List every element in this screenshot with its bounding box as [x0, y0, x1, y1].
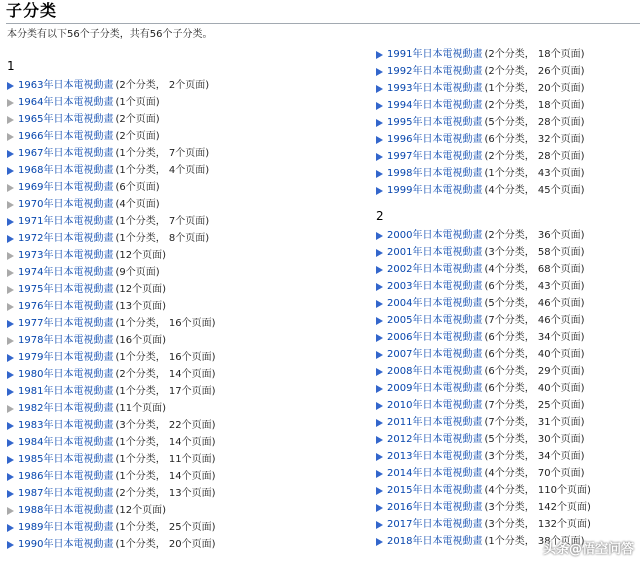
- subcategory-count: (1个分类， 7个页面): [115, 148, 210, 159]
- subcategory-link[interactable]: 1979年日本電視動畫: [18, 352, 114, 363]
- subcategory-item: [7, 536, 362, 553]
- subcategory-link[interactable]: 1997年日本電視動畫: [387, 151, 483, 162]
- empty-arrow-icon: [7, 269, 14, 277]
- expand-arrow-icon[interactable]: [7, 167, 14, 175]
- subcategory-link[interactable]: 1990年日本電視動畫: [18, 539, 114, 550]
- subcategory-item: [376, 312, 636, 329]
- subcategory-item: [7, 451, 362, 468]
- expand-arrow-icon[interactable]: [376, 351, 383, 359]
- expand-arrow-icon[interactable]: [376, 419, 383, 427]
- subcategory-link[interactable]: 2016年日本電視動畫: [387, 502, 483, 513]
- subcategory-link[interactable]: 1973年日本電視動畫: [18, 250, 114, 261]
- subcategory-item: [7, 247, 362, 264]
- expand-arrow-icon[interactable]: [7, 422, 14, 430]
- group-heading: 1: [7, 59, 15, 73]
- expand-arrow-icon[interactable]: [7, 354, 14, 362]
- expand-arrow-icon[interactable]: [376, 402, 383, 410]
- subcategory-item: [376, 363, 636, 380]
- subcategory-item: [7, 162, 362, 179]
- expand-arrow-icon[interactable]: [7, 541, 14, 549]
- subcategory-link[interactable]: 1972年日本電視動畫: [18, 233, 114, 244]
- subcategory-count: (2个分类， 14个页面): [115, 369, 216, 380]
- subcategory-count: (4个分类， 70个页面): [484, 468, 585, 479]
- subcategory-count: (1个分类， 14个页面): [115, 471, 216, 482]
- subcategory-item: [7, 349, 362, 366]
- expand-arrow-icon[interactable]: [7, 150, 14, 158]
- expand-arrow-icon[interactable]: [376, 504, 383, 512]
- subcategory-item: [7, 196, 362, 213]
- subcategory-item: [376, 114, 636, 131]
- subcategory-link[interactable]: 2001年日本電視動畫: [387, 247, 483, 258]
- subcategory-count: (1个分类， 17个页面): [115, 386, 216, 397]
- subcategory-link[interactable]: 2003年日本電視動畫: [387, 281, 483, 292]
- page-title: 子分类: [6, 1, 58, 20]
- subcategory-count: (1个分类， 38个页面): [484, 536, 585, 547]
- subcategory-count: (1个分类， 7个页面): [115, 216, 210, 227]
- subcategory-count: (2个分类， 28个页面): [484, 151, 585, 162]
- expand-arrow-icon[interactable]: [376, 521, 383, 529]
- subcategory-link[interactable]: 2004年日本電視動畫: [387, 298, 483, 309]
- subcategory-item: [376, 295, 636, 312]
- subcategory-link[interactable]: 1986年日本電視動畫: [18, 471, 114, 482]
- subcategory-item: [7, 519, 362, 536]
- empty-arrow-icon: [7, 286, 14, 294]
- subcategory-count: (7个分类， 31个页面): [484, 417, 585, 428]
- subcategory-item: [376, 482, 636, 499]
- subcategory-count: (5个分类， 30个页面): [484, 434, 585, 445]
- subcategory-count: (1个分类， 16个页面): [115, 318, 216, 329]
- expand-arrow-icon[interactable]: [376, 68, 383, 76]
- expand-arrow-icon[interactable]: [7, 388, 14, 396]
- subcategory-link[interactable]: 1967年日本電視動畫: [18, 148, 114, 159]
- subcategory-count: (1个分类， 8个页面): [115, 233, 210, 244]
- subcategory-link[interactable]: 1965年日本電視動畫: [18, 114, 114, 125]
- subcategory-link[interactable]: 2008年日本電視動畫: [387, 366, 483, 377]
- subcategory-count: (2个分类， 18个页面): [484, 49, 585, 60]
- expand-arrow-icon[interactable]: [7, 320, 14, 328]
- subcategory-item: [7, 298, 362, 315]
- subcategory-item: [7, 468, 362, 485]
- subcategory-link[interactable]: 2005年日本電視動畫: [387, 315, 483, 326]
- subcategory-count: (2个分类， 26个页面): [484, 66, 585, 77]
- subcategory-link[interactable]: 2017年日本電視動畫: [387, 519, 483, 530]
- subcategory-item: [376, 397, 636, 414]
- subcategory-count: (1个分类， 16个页面): [115, 352, 216, 363]
- subcategory-link[interactable]: 1963年日本電視動畫: [18, 80, 114, 91]
- watermark: 头条@悟空问答: [542, 542, 634, 557]
- subcategory-count: (2个页面): [115, 131, 160, 142]
- expand-arrow-icon[interactable]: [376, 334, 383, 342]
- title-divider: [6, 23, 640, 24]
- subcategory-count: (6个分类， 32个页面): [484, 134, 585, 145]
- expand-arrow-icon[interactable]: [7, 235, 14, 243]
- subcategory-list: [376, 46, 636, 199]
- subcategory-count: (6个分类， 43个页面): [484, 281, 585, 292]
- subcategory-item: [376, 465, 636, 482]
- subcategory-item: [376, 448, 636, 465]
- subcategory-count: (5个分类， 28个页面): [484, 117, 585, 128]
- subcategory-item: [7, 264, 362, 281]
- subcategory-count: (3个分类， 22个页面): [115, 420, 216, 431]
- subcategory-link[interactable]: 2009年日本電視動畫: [387, 383, 483, 394]
- subcategory-link[interactable]: 2000年日本電視動畫: [387, 230, 483, 241]
- empty-arrow-icon: [7, 184, 14, 192]
- expand-arrow-icon[interactable]: [376, 436, 383, 444]
- expand-arrow-icon[interactable]: [7, 473, 14, 481]
- expand-arrow-icon[interactable]: [376, 266, 383, 274]
- subcategory-link[interactable]: 2002年日本電視動畫: [387, 264, 483, 275]
- subcategory-link[interactable]: 1975年日本電視動畫: [18, 284, 114, 295]
- subcategory-count: (2个页面): [115, 114, 160, 125]
- empty-arrow-icon: [7, 99, 14, 107]
- subcategory-link[interactable]: 1980年日本電視動畫: [18, 369, 114, 380]
- subcategory-item: [376, 380, 636, 397]
- expand-arrow-icon[interactable]: [376, 317, 383, 325]
- subcategory-link[interactable]: 1988年日本電視動畫: [18, 505, 114, 516]
- subcategory-list: [376, 227, 636, 550]
- subcategory-item: [376, 414, 636, 431]
- expand-arrow-icon[interactable]: [376, 85, 383, 93]
- subcategory-link[interactable]: 1989年日本電視動畫: [18, 522, 114, 533]
- subcategory-item: [7, 332, 362, 349]
- subcategory-item: [376, 516, 636, 533]
- subcategory-link[interactable]: 1995年日本電視動畫: [387, 117, 483, 128]
- subcategory-item: [7, 213, 362, 230]
- empty-arrow-icon: [7, 201, 14, 209]
- subcategory-link[interactable]: 1996年日本電視動畫: [387, 134, 483, 145]
- subcategory-count: (1个分类， 43个页面): [484, 168, 585, 179]
- subcategory-item: [376, 261, 636, 278]
- subcategory-link[interactable]: 1970年日本電視動畫: [18, 199, 114, 210]
- empty-arrow-icon: [7, 133, 14, 141]
- expand-arrow-icon[interactable]: [376, 487, 383, 495]
- expand-arrow-icon[interactable]: [7, 371, 14, 379]
- subcategory-link[interactable]: 2010年日本電視動畫: [387, 400, 483, 411]
- subcategory-count: (7个分类， 46个页面): [484, 315, 585, 326]
- subcategory-link[interactable]: 1976年日本電視動畫: [18, 301, 114, 312]
- expand-arrow-icon[interactable]: [7, 456, 14, 464]
- expand-arrow-icon[interactable]: [376, 102, 383, 110]
- subcategory-count: (1个分类， 11个页面): [115, 454, 216, 465]
- subcategory-count: (2个分类， 2个页面): [115, 80, 210, 91]
- subcategory-count: (4个分类， 68个页面): [484, 264, 585, 275]
- subcategory-link[interactable]: 2018年日本電視動畫: [387, 536, 483, 547]
- subcategory-item: [7, 145, 362, 162]
- expand-arrow-icon[interactable]: [376, 187, 383, 195]
- subcategory-count: (1个分类， 20个页面): [484, 83, 585, 94]
- subcategory-count: (3个分类， 58个页面): [484, 247, 585, 258]
- subcategory-count: (1个分类， 25个页面): [115, 522, 216, 533]
- expand-arrow-icon[interactable]: [376, 119, 383, 127]
- subcategory-item: [7, 434, 362, 451]
- subcategory-count: (12个页面): [115, 250, 166, 261]
- subcategory-item: [376, 346, 636, 363]
- subcategory-count: (3个分类， 132个页面): [484, 519, 591, 530]
- subcategory-count: (2个分类， 13个页面): [115, 488, 216, 499]
- subcategory-count: (4个页面): [115, 199, 160, 210]
- subcategory-count: (6个分类， 29个页面): [484, 366, 585, 377]
- expand-arrow-icon[interactable]: [7, 524, 14, 532]
- subcategory-item: [7, 485, 362, 502]
- expand-arrow-icon[interactable]: [376, 300, 383, 308]
- subcategory-item: [376, 182, 636, 199]
- subcategory-item: [7, 400, 362, 417]
- subcategory-link[interactable]: 2015年日本電視動畫: [387, 485, 483, 496]
- subcategory-count: (3个分类， 34个页面): [484, 451, 585, 462]
- subcategory-item: [376, 131, 636, 148]
- expand-arrow-icon[interactable]: [7, 218, 14, 226]
- empty-arrow-icon: [7, 116, 14, 124]
- subcategory-count: (16个页面): [115, 335, 166, 346]
- subcategory-count: (7个分类， 25个页面): [484, 400, 585, 411]
- subcategory-link[interactable]: 1983年日本電視動畫: [18, 420, 114, 431]
- subcategory-count: (12个页面): [115, 505, 166, 516]
- subcategory-item: [376, 63, 636, 80]
- expand-arrow-icon[interactable]: [376, 232, 383, 240]
- expand-arrow-icon[interactable]: [376, 249, 383, 257]
- subcategory-link[interactable]: 1982年日本電視動畫: [18, 403, 114, 414]
- group-1: [7, 59, 362, 553]
- subcategory-link[interactable]: 1987年日本電視動畫: [18, 488, 114, 499]
- subcategory-item: [7, 417, 362, 434]
- subcategory-link[interactable]: 1977年日本電視動畫: [18, 318, 114, 329]
- group-1-continued: [376, 46, 636, 199]
- subcategory-item: [376, 148, 636, 165]
- subcategory-count: (1个页面): [115, 97, 160, 108]
- expand-arrow-icon[interactable]: [376, 283, 383, 291]
- expand-arrow-icon[interactable]: [376, 538, 383, 546]
- expand-arrow-icon[interactable]: [376, 368, 383, 376]
- subcategory-link[interactable]: 1994年日本電視動畫: [387, 100, 483, 111]
- subcategory-item: [376, 278, 636, 295]
- subcategory-count: (4个分类， 45个页面): [484, 185, 585, 196]
- subcategory-count: (13个页面): [115, 301, 166, 312]
- subcategory-link[interactable]: 1998年日本電視動畫: [387, 168, 483, 179]
- subcategory-link[interactable]: 1991年日本電視動畫: [387, 49, 483, 60]
- expand-arrow-icon[interactable]: [376, 153, 383, 161]
- subcategory-link[interactable]: 1993年日本電視動畫: [387, 83, 483, 94]
- empty-arrow-icon: [7, 303, 14, 311]
- empty-arrow-icon: [7, 337, 14, 345]
- subcategory-item: [7, 128, 362, 145]
- subcategory-item: [376, 165, 636, 182]
- expand-arrow-icon[interactable]: [376, 385, 383, 393]
- expand-arrow-icon[interactable]: [7, 490, 14, 498]
- subcategory-count: (6个分类， 40个页面): [484, 383, 585, 394]
- subcategory-item: [376, 431, 636, 448]
- subcategory-link[interactable]: 1985年日本電視動畫: [18, 454, 114, 465]
- expand-arrow-icon[interactable]: [376, 170, 383, 178]
- expand-arrow-icon[interactable]: [376, 470, 383, 478]
- subcategory-item: [7, 281, 362, 298]
- subcategory-link[interactable]: 2006年日本電視動畫: [387, 332, 483, 343]
- subcategory-link[interactable]: 1992年日本電視動畫: [387, 66, 483, 77]
- subcategory-count: (6个分类， 40个页面): [484, 349, 585, 360]
- subcategory-link[interactable]: 2011年日本電視動畫: [387, 417, 483, 428]
- subcategory-item: [7, 383, 362, 400]
- subcategory-link[interactable]: 1969年日本電視動畫: [18, 182, 114, 193]
- subcategory-count: (11个页面): [115, 403, 166, 414]
- subcategory-count: (6个页面): [115, 182, 160, 193]
- subcategory-item: [376, 227, 636, 244]
- expand-arrow-icon[interactable]: [376, 51, 383, 59]
- expand-arrow-icon[interactable]: [376, 136, 383, 144]
- subcategory-item: [7, 230, 362, 247]
- subcategory-link[interactable]: 1984年日本電視動畫: [18, 437, 114, 448]
- subcategory-link[interactable]: 1999年日本電視動畫: [387, 185, 483, 196]
- expand-arrow-icon[interactable]: [376, 453, 383, 461]
- subcategory-item: [376, 80, 636, 97]
- subcategory-item: [7, 94, 362, 111]
- subcategory-link[interactable]: 2012年日本電視動畫: [387, 434, 483, 445]
- subcategory-link[interactable]: 1978年日本電視動畫: [18, 335, 114, 346]
- subcategory-item: [376, 244, 636, 261]
- subcategory-item: [376, 499, 636, 516]
- empty-arrow-icon: [7, 507, 14, 515]
- subcategory-link[interactable]: 1981年日本電視動畫: [18, 386, 114, 397]
- subcategory-count: (5个分类， 46个页面): [484, 298, 585, 309]
- subcategory-count: (6个分类， 34个页面): [484, 332, 585, 343]
- group-heading: 2: [376, 209, 384, 223]
- subcategory-count: (9个页面): [115, 267, 160, 278]
- empty-arrow-icon: [7, 405, 14, 413]
- subcategory-count: (1个分类， 14个页面): [115, 437, 216, 448]
- subcategory-link[interactable]: 1966年日本電視動畫: [18, 131, 114, 142]
- subcategory-item: [7, 111, 362, 128]
- group-2: [376, 209, 636, 550]
- subcategory-item: [7, 502, 362, 519]
- subcategory-item: [376, 97, 636, 114]
- subcategory-link[interactable]: 1971年日本電視動畫: [18, 216, 114, 227]
- subcategory-link[interactable]: 1968年日本電視動畫: [18, 165, 114, 176]
- subcategory-link[interactable]: 2013年日本電視動畫: [387, 451, 483, 462]
- subcategory-count: (3个分类， 142个页面): [484, 502, 591, 513]
- subcategory-item: [7, 77, 362, 94]
- subcategory-item: [7, 179, 362, 196]
- category-summary: 本分类有以下56个子分类，共有56个子分类。: [7, 29, 213, 40]
- subcategory-item: [376, 46, 636, 63]
- subcategory-count: (1个分类， 20个页面): [115, 539, 216, 550]
- subcategory-item: [376, 329, 636, 346]
- subcategory-item: [7, 315, 362, 332]
- subcategory-link[interactable]: 1974年日本電視動畫: [18, 267, 114, 278]
- subcategory-count: (4个分类， 110个页面): [484, 485, 591, 496]
- subcategory-link[interactable]: 2007年日本電視動畫: [387, 349, 483, 360]
- subcategory-item: [7, 366, 362, 383]
- subcategory-link[interactable]: 2014年日本電視動畫: [387, 468, 483, 479]
- subcategory-count: (12个页面): [115, 284, 166, 295]
- subcategory-count: (1个分类， 4个页面): [115, 165, 210, 176]
- subcategory-count: (2个分类， 18个页面): [484, 100, 585, 111]
- expand-arrow-icon[interactable]: [7, 82, 14, 90]
- subcategory-count: (2个分类， 36个页面): [484, 230, 585, 241]
- empty-arrow-icon: [7, 252, 14, 260]
- expand-arrow-icon[interactable]: [7, 439, 14, 447]
- subcategory-link[interactable]: 1964年日本電視動畫: [18, 97, 114, 108]
- subcategory-list: [7, 77, 362, 553]
